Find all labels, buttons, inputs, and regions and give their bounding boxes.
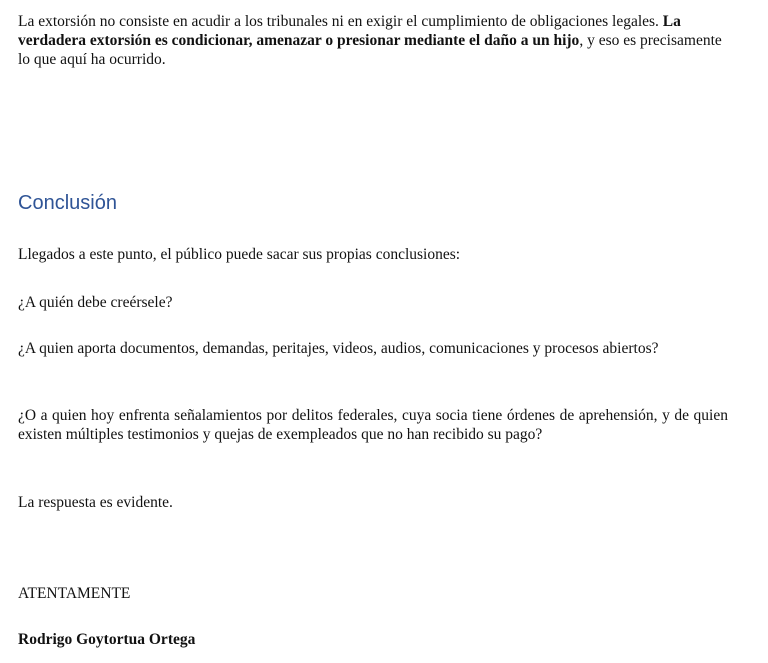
answer-paragraph: La respuesta es evidente.: [18, 494, 173, 511]
intro-text-end: , y eso es precisamente lo que aquí ha ocurrido.: [18, 32, 722, 68]
intro-paragraph: [18, 12, 734, 69]
intro-text-start: La extorsión no consiste en acudir a los tribunales ni en exigir el cumplimiento de obligaciones legales.: [18, 13, 663, 30]
lead-paragraph: Llegados a este punto, el público puede sacar sus propias conclusiones:: [18, 246, 461, 263]
closing-text: ATENTAMENTE: [18, 585, 131, 602]
question-2: ¿A quien aporta documentos, demandas, peritajes, videos, audios, comunicaciones y procesos abiertos?: [18, 340, 659, 357]
intro-bold-text: La verdadera extorsión es condicionar, amenazar o presionar mediante el daño a un hijo: [18, 13, 681, 49]
section-heading: Conclusión: [18, 192, 117, 214]
question-1: ¿A quién debe creérsele?: [18, 294, 173, 311]
signature-name: Rodrigo Goytortua Ortega: [18, 631, 196, 648]
question-3: ¿O a quien hoy enfrenta señalamientos por delitos federales, cuya socia tiene órdenes de aprehensión, y de quien existen múltiples testimonios y quejas de exempleados que no han recibido su pago?: [18, 407, 728, 443]
